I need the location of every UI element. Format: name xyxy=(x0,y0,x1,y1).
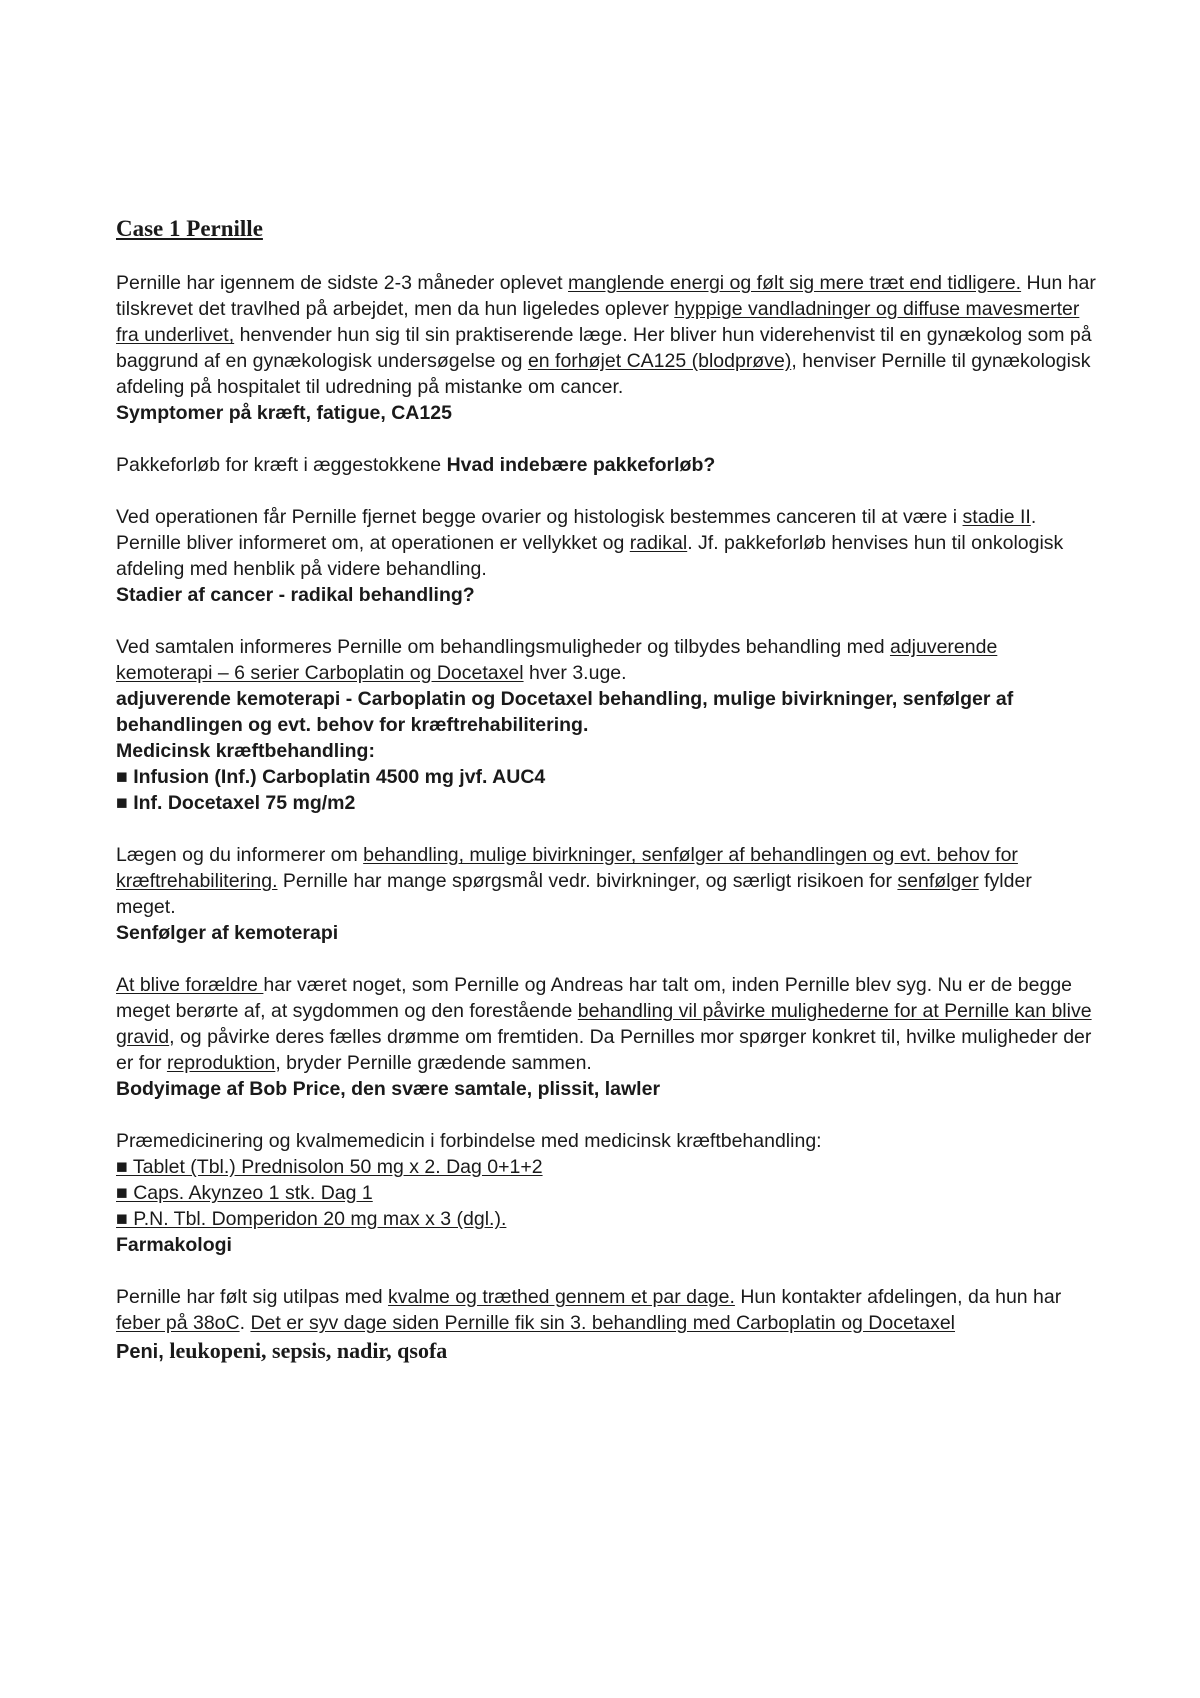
underlined-text: stadie II xyxy=(962,506,1031,528)
medication-item: ■ Infusion (Inf.) Carboplatin 4500 mg jvf. AUC4 xyxy=(116,766,546,788)
underlined-text: Det er syv dage siden Pernille fik sin 3. behandling med Carboplatin og Docetaxel xyxy=(250,1312,956,1334)
text-run: Lægen og du informerer om xyxy=(116,844,364,866)
section-fertility xyxy=(116,972,1096,1102)
paragraph-fever xyxy=(116,1284,1096,1336)
section-symptoms xyxy=(116,270,1096,426)
paragraph-premedication: Præmedicinering og kvalmemedicin i forbindelse med medicinsk kræftbehandling: xyxy=(116,1130,822,1152)
underlined-text: feber på 38oC xyxy=(116,1312,240,1334)
text-run: Pernille har igennem de sidste 2-3 måneder oplevet xyxy=(116,272,569,294)
section-fever xyxy=(116,1284,1096,1367)
underlined-text: reproduktion xyxy=(166,1052,276,1074)
page-title: Case 1 Pernille xyxy=(116,216,263,241)
text-run: , og påvirke deres fælles drømme om fremtiden. Da Pernilles mor spørger konkret til, hvilke muligheder der er for xyxy=(116,1026,1092,1074)
medication-item xyxy=(116,1206,1096,1232)
underlined-text: ■ Caps. Akynzeo 1 stk. Dag 1 xyxy=(116,1182,373,1204)
paragraph-treatment xyxy=(116,634,1096,686)
text-run: har været noget, som Pernille og Andreas har talt om, inden Pernille blev syg. Nu er de begge meget berørte af, at sygdommen og den forestående xyxy=(116,974,1073,1022)
topic-heading-sans: Peni, xyxy=(116,1341,170,1363)
text-run: Ved samtalen informeres Pernille om behandlingsmuligheder og tilbydes behandling med xyxy=(116,636,890,658)
medication-item: ■ Inf. Docetaxel 75 mg/m2 xyxy=(116,792,356,814)
text-run: . xyxy=(239,1312,251,1334)
underlined-text: At blive forældre xyxy=(116,974,264,996)
underlined-text: senfølger xyxy=(897,870,979,892)
text-run: henvender hun sig til sin praktiserende læge. Her bliver hun viderehenvist til en gynækolog som på baggrund af en gynækologisk undersøgelse og xyxy=(116,324,1092,372)
section-premedication xyxy=(116,1128,1096,1258)
underlined-text: behandling, mulige bivirkninger, senfølger af behandlingen og evt. behov for kræftrehabilitering. xyxy=(116,844,1018,892)
topic-heading: adjuverende kemoterapi - Carboplatin og Docetaxel behandling, mulige bivirkninger, senfølger af behandlingen og evt. behov for kræftrehabilitering. xyxy=(116,688,1014,736)
underlined-text: ■ P.N. Tbl. Domperidon 20 mg max x 3 (dgl.). xyxy=(116,1208,507,1230)
underlined-text: adjuverende kemoterapi – 6 serier Carboplatin og Docetaxel xyxy=(116,636,998,684)
section-pakkeforloeb xyxy=(116,452,1096,478)
underlined-text: behandling vil påvirke mulighederne for at Pernille kan blive gravid xyxy=(116,1000,1092,1048)
text-run: Pernille har mange spørgsmål vedr. bivirkninger, og særligt risikoen for xyxy=(277,870,898,892)
section-late-effects xyxy=(116,842,1096,946)
paragraph-fertility xyxy=(116,972,1096,1076)
topic-heading: Hvad indebære pakkeforløb? xyxy=(446,454,716,476)
topic-heading: Stadier af cancer - radikal behandling? xyxy=(116,584,475,606)
text-run: Pakkeforløb for kræft i æggestokkene xyxy=(116,454,447,476)
paragraph-operation xyxy=(116,504,1096,582)
paragraph-symptoms xyxy=(116,270,1096,400)
text-run: Hun har tilskrevet det travlhed på arbejdet, men da hun ligeledes oplever xyxy=(116,272,1096,320)
medication-item xyxy=(116,1180,1096,1206)
topic-heading xyxy=(116,1336,1096,1367)
text-run: Ved operationen får Pernille fjernet begge ovarier og histologisk bestemmes canceren til at være i xyxy=(116,506,963,528)
text-run: Hun kontakter afdelingen, da hun har xyxy=(734,1286,1062,1308)
text-run: fylder meget. xyxy=(116,870,1032,918)
topic-heading: Senfølger af kemoterapi xyxy=(116,922,339,944)
topic-heading: Symptomer på kræft, fatigue, CA125 xyxy=(116,402,452,424)
text-run: . Jf. pakkeforløb henvises hun til onkologisk afdeling med henblik på videre behandling. xyxy=(116,532,1064,580)
underlined-text: kvalme og træthed gennem et par dage. xyxy=(388,1286,735,1308)
paragraph-pakkeforloeb xyxy=(116,452,1096,478)
text-run: hver 3.uge. xyxy=(523,662,627,684)
medication-item xyxy=(116,1154,1096,1180)
underlined-text: en forhøjet CA125 (blodprøve) xyxy=(527,350,792,372)
document-body xyxy=(116,214,1096,1367)
topic-heading: Farmakologi xyxy=(116,1234,232,1256)
section-treatment xyxy=(116,634,1096,816)
text-run: , bryder Pernille grædende sammen. xyxy=(275,1052,592,1074)
underlined-text: manglende energi og følt sig mere træt end tidligere. xyxy=(568,272,1022,294)
underlined-text: hyppige vandladninger og diffuse mavesmerter fra underlivet, xyxy=(116,298,1080,346)
topic-heading-serif: leukopeni, sepsis, nadir, qsofa xyxy=(169,1338,448,1363)
underlined-text: ■ Tablet (Tbl.) Prednisolon 50 mg x 2. Dag 0+1+2 xyxy=(116,1156,543,1178)
text-run: , henviser Pernille til gynækologisk afdeling på hospitalet til udredning på mistanke om cancer. xyxy=(116,350,1091,398)
topic-heading: Medicinsk kræftbehandling: xyxy=(116,740,375,762)
text-run: Pernille har følt sig utilpas med xyxy=(116,1286,389,1308)
underlined-text: radikal xyxy=(629,532,688,554)
topic-heading: Bodyimage af Bob Price, den svære samtale, plissit, lawler xyxy=(116,1078,661,1100)
paragraph-late-effects xyxy=(116,842,1096,920)
text-run: . Pernille bliver informeret om, at operationen er vellykket og xyxy=(116,506,1037,554)
section-operation xyxy=(116,504,1096,608)
